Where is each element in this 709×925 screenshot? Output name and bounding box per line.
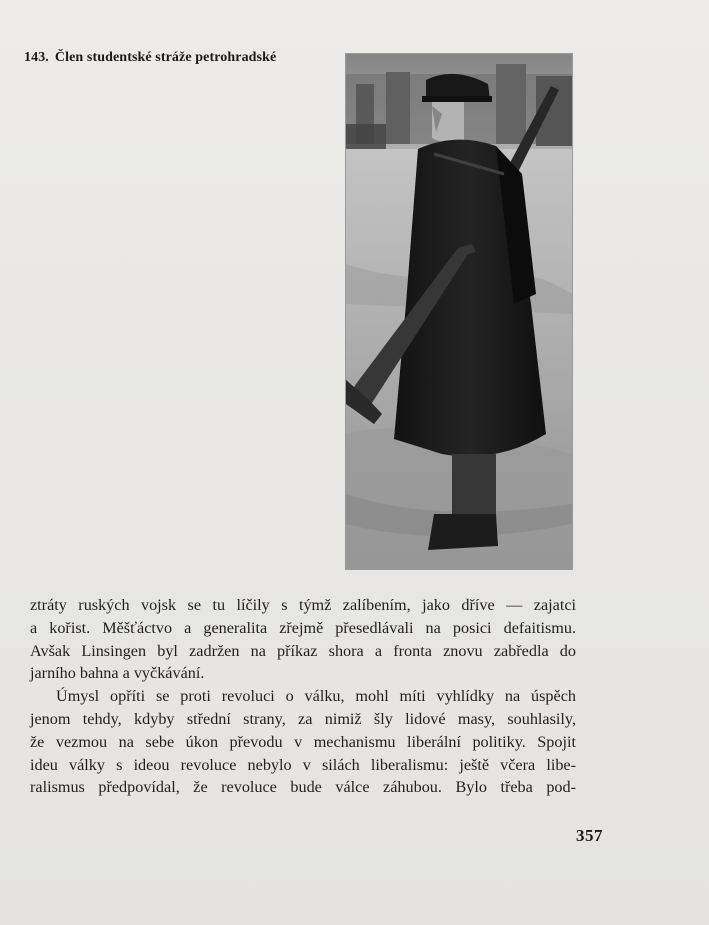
text-line: Úmysl opříti se proti revoluci o válku, mohl míti vyhlídky na úspěch [56, 687, 576, 706]
text-line: jarního bahna a vyčkávání. [30, 664, 205, 683]
text-line: jenom tehdy, kdyby střední strany, za nimiž šly lidové masy, souhlasily, [30, 709, 576, 728]
page-number: 357 [576, 826, 603, 845]
figure-number: 143. [24, 50, 49, 65]
figure-caption-text: Člen studentské stráže petrohradské [54, 50, 277, 65]
text-line: ralismus předpovídal, že revoluce bude válce záhubou. Bylo třeba pod- [30, 778, 576, 797]
text-line: že vezmou na sebe úkon převodu v mechanismu liberální politiky. Spojit [30, 732, 576, 751]
text-line: a kořist. Měšťáctvo a generalita zřejmě přesedlávali na posici defaitismu. [30, 618, 576, 637]
paragraph-2 [30, 685, 576, 799]
body-text [30, 594, 576, 799]
paragraph-1 [30, 594, 576, 685]
text-line: ztráty ruských vojsk se tu líčily s týmž zalíbením, jako dříve — zajatci [30, 596, 576, 614]
photo-soldier-with-rifle [346, 54, 572, 569]
text-line: Avšak Linsingen byl zadržen na příkaz shora a fronta znovu zabředla do [30, 641, 576, 660]
text-line: ideu války s ideou revoluce nebylo v silách liberalismu: ještě včera libe- [30, 755, 576, 774]
figure-caption [24, 50, 276, 66]
photo-illustration [346, 54, 572, 569]
